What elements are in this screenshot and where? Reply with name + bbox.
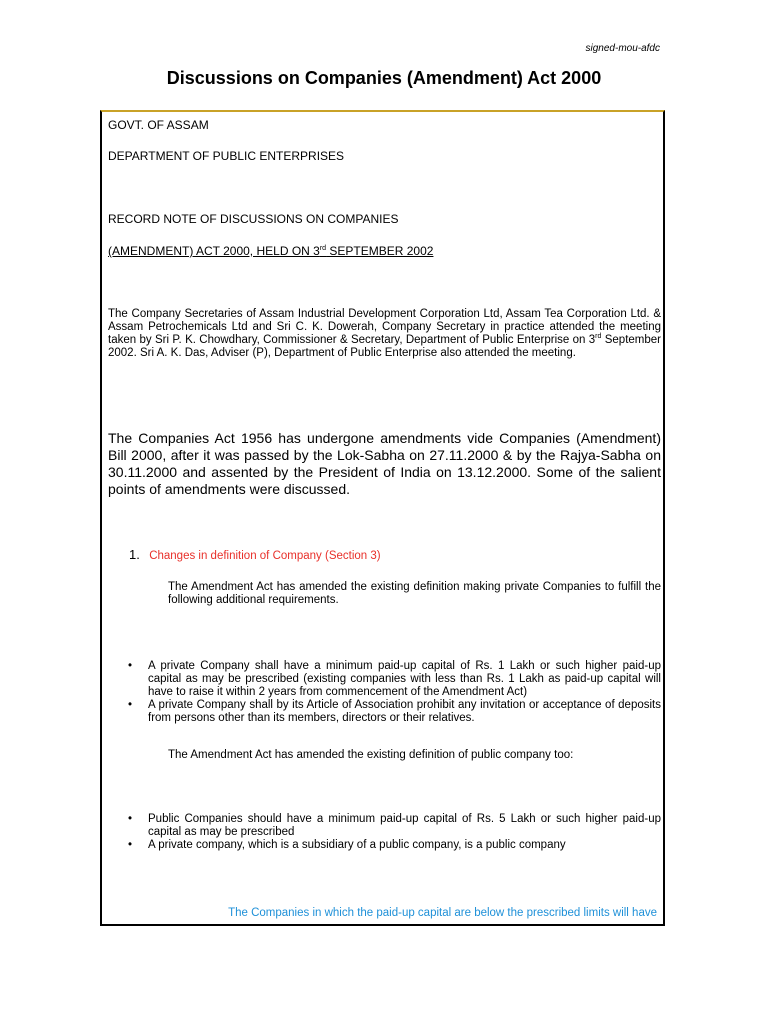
department-line: DEPARTMENT OF PUBLIC ENTERPRISES	[108, 149, 345, 163]
intro-paragraph: The Companies Act 1956 has undergone amendments vide Companies (Amendment) Bill 2000, after it was passed by the Lok-Sabha on 27.11.2000 & by the Rajya-Sabha on 30.11.2000 and assented by the President of India on 13.12.2000. Some of the salient points of amendments were discussed.	[108, 430, 661, 497]
list-item: • A private company, which is a subsidiary of a public company, is a public company	[128, 839, 566, 851]
bullet-icon: •	[128, 839, 133, 851]
bullet-icon: •	[128, 813, 133, 825]
document-tag: signed-mou-afdc	[585, 43, 660, 54]
continuation-text: The Companies in which the paid-up capital are below the prescribed limits will have	[228, 907, 657, 919]
attendance-paragraph: The Company Secretaries of Assam Industrial Development Corporation Ltd, Assam Tea Corporation Ltd. & Assam Petrochemicals Ltd and Sri C. K. Dowerah, Company Secretary in practice attended the meeting taken by Sri P. K. Chowdhary, Commissioner & Secretary, Department of Public Enterprise on 3rd September 2002. Sri A. K. Das, Adviser (P), Department of Public Enterprise also attended the meeting.	[108, 308, 661, 359]
record-note-line: RECORD NOTE OF DISCUSSIONS ON COMPANIES	[108, 212, 399, 226]
page-title: Discussions on Companies (Amendment) Act 2000	[166, 68, 602, 88]
record-subtitle: (AMENDMENT) ACT 2000, HELD ON 3rd SEPTEMBER 2002	[108, 244, 434, 258]
section-1-text: The Amendment Act has amended the existing definition making private Companies to fulfill the following additional requirements.	[168, 581, 661, 606]
private-company-bullets	[108, 660, 661, 725]
bullet-icon: •	[128, 660, 133, 672]
document-frame	[100, 110, 665, 926]
public-company-bullets	[108, 813, 661, 852]
public-company-intro: The Amendment Act has amended the existing definition of public company too:	[168, 749, 574, 761]
section-heading-text: Changes in definition of Company (Section 3)	[149, 550, 381, 562]
list-item: • Public Companies should have a minimum paid-up capital of Rs. 5 Lakh or such higher paid-up capital as may be prescribed	[128, 813, 661, 838]
bullet-icon: •	[128, 699, 133, 711]
list-item: • A private Company shall by its Article of Association prohibit any invitation or acceptance of deposits from persons other than its members, directors or their relatives.	[128, 699, 661, 724]
list-item: • A private Company shall have a minimum paid-up capital of Rs. 1 Lakh or such higher paid-up capital as may be prescribed (existing companies with less than Rs. 1 Lakh as paid-up capital will have to raise it within 2 years from commencement of the Amendment Act)	[128, 660, 661, 698]
section-number: 1.	[129, 547, 140, 562]
govt-line: GOVT. OF ASSAM	[108, 118, 209, 132]
section-1-heading	[129, 548, 659, 563]
